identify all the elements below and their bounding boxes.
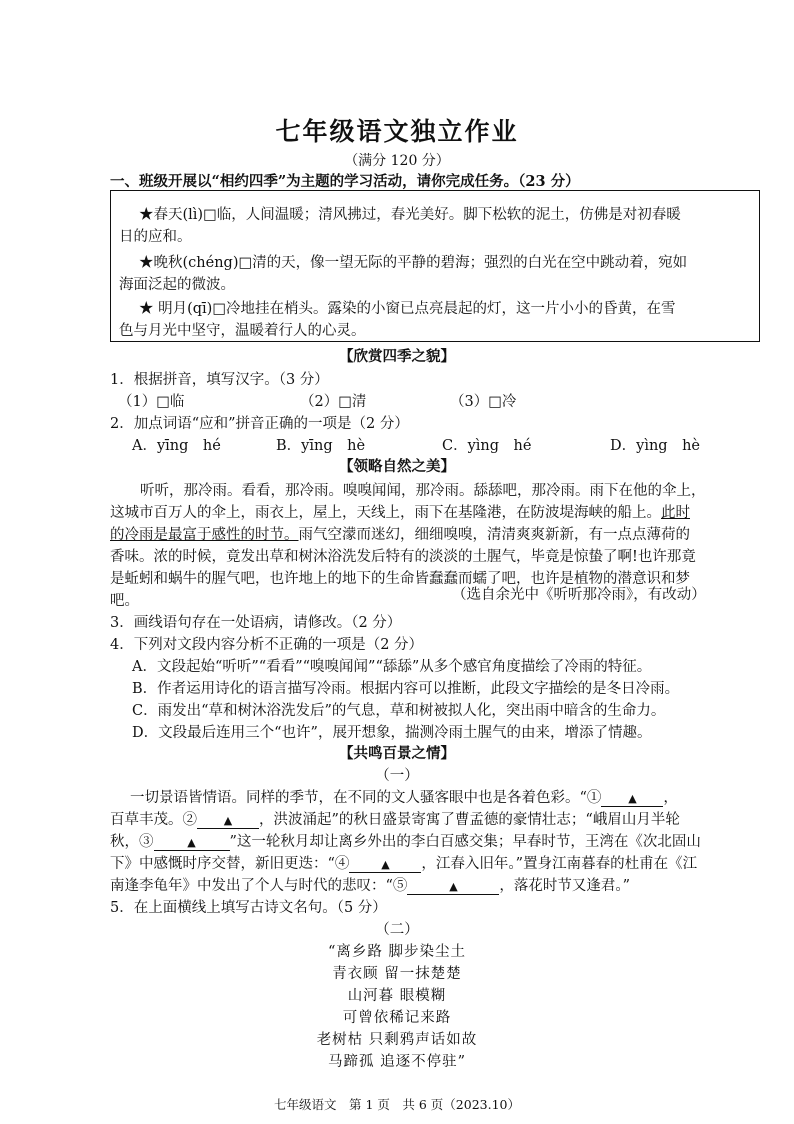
q2-option-c: C．yìng hé <box>442 438 532 454</box>
answer-blank-3[interactable] <box>154 834 230 851</box>
blank-marker: ▲ <box>449 880 458 893</box>
poem-line: 山河暮 眼模糊 <box>347 988 447 1004</box>
full-score: （满分 120 分） <box>344 153 450 169</box>
blank-marker: ▲ <box>187 836 196 849</box>
page-footer: 七年级语文 第 1 页 共 6 页（2023.10） <box>274 1097 520 1112</box>
question-4: 4．下列对文段内容分析不正确的一项是（2 分） <box>110 637 424 653</box>
page-title: 七年级语文独立作业 <box>275 117 519 146</box>
fill-text: ，落花时节又逢君。” <box>499 878 631 894</box>
poem-line: 可曾依稀记来路 <box>342 1010 452 1026</box>
box-line: 日的应和。 <box>119 229 192 245</box>
section1-heading: 一、班级开展以“相约四季”为主题的学习活动，请你完成任务。（23 分） <box>110 173 580 190</box>
q1-item-3: （3）□冷 <box>450 394 517 410</box>
passage-line: 是蚯蚓和蜗牛的腥气吧，也许地上的地下的生命皆蠢蠢而蠕了吧，也许是植物的潜意识和梦 <box>110 571 690 587</box>
q2-option-b: B．yīng hè <box>276 438 366 454</box>
fill-text: 南逢李龟年》中发出了个人与时代的悲叹：“⑤ <box>110 878 408 894</box>
passage-line <box>110 501 690 522</box>
answer-blank-2[interactable] <box>197 812 259 829</box>
underlined-sentence: 的冷雨是最富于感性的时节。 <box>110 527 299 543</box>
q2-option-a: A．yīng hé <box>132 438 221 454</box>
answer-blank-5[interactable] <box>407 878 499 895</box>
fill-text: 一切景语皆情语。同样的季节，在不同的文人骚客眼中也是各着色彩。“① <box>130 790 602 806</box>
subsection-1: （一） <box>375 768 419 784</box>
box-line: 海面泛起的微波。 <box>119 277 235 293</box>
material-box <box>110 190 760 342</box>
poem-line: “离乡路 脚步染尘土 <box>327 944 467 960</box>
part-b-title: 【领略自然之美】 <box>339 458 455 475</box>
q2-option-d: D．yìng hè <box>610 438 700 454</box>
part-c-title: 【共鸣百景之情】 <box>339 745 455 762</box>
box-line: 色与月光中坚守，温暖着行人的心灵。 <box>119 323 366 339</box>
fill-text: ，洪波涌起”的秋日盛景寄寓了曹孟德的豪情壮志；“峨眉山月半轮 <box>259 812 680 828</box>
question-2: 2．加点词语“应和”拼音正确的一项是（2 分） <box>110 416 409 432</box>
fill-line <box>110 808 680 829</box>
fill-text: 下》中感慨时序交替，新旧更迭：“④ <box>110 856 350 872</box>
poem-line: 马蹄孤 追逐不停驻” <box>327 1054 467 1070</box>
passage-text: 这城市百万人的伞上，雨衣上，屋上，天线上，雨下在基隆港，在防波堤海峡的船上。 <box>110 505 661 521</box>
q4-option-b: B．作者运用诗化的语言描写冷雨。根据内容可以推断，此段文字描绘的是冬日冷雨。 <box>132 681 680 697</box>
question-5: 5．在上面横线上填写古诗文名句。（5 分） <box>110 900 387 916</box>
passage-text: 雨气空濛而迷幻，细细嗅嗅，清清爽爽新新，有一点点薄荷的 <box>298 527 690 543</box>
q4-option-a: A．文段起始“听听”“看看”“嗅嗅闻闻”“舔舔”从多个感官角度描绘了冷雨的特征。 <box>132 659 652 675</box>
poem-line: 老树枯 只剩鸦声话如故 <box>316 1032 478 1048</box>
fill-line <box>110 852 697 873</box>
q1-item-2: （2）□清 <box>300 394 367 410</box>
q4-option-c: C．雨发出“草和树沐浴洗发后”的气息，草和树被拟人化，突出雨中暗含的生命力。 <box>132 703 666 719</box>
box-line: ★春天(lì)□临，人间温暖；清风拂过，春光美好。脚下松软的泥土，仿佛是对初春暖 <box>139 207 681 223</box>
question-3: 3．画线语句存在一处语病，请修改。（2 分） <box>110 615 402 631</box>
subsection-2: （二） <box>375 922 419 938</box>
fill-text: 秋，③ <box>110 834 154 850</box>
passage-line: 吧。 <box>110 593 139 609</box>
box-line: ★ 明月(qī)□冷地挂在梢头。露染的小窗已点亮晨起的灯，这一片小小的昏黄，在雪 <box>139 301 676 317</box>
passage-line <box>110 523 690 544</box>
fill-line <box>130 786 678 807</box>
blank-marker: ▲ <box>628 792 637 805</box>
fill-line <box>110 874 630 895</box>
q1-item-1: （1）□临 <box>118 394 185 410</box>
fill-text: ，江春入旧年。”置身江南暮春的杜甫在《江 <box>421 856 698 872</box>
fill-text: ”这一轮秋月却让离乡外出的李白百感交集；早春时节，王湾在《次北固山 <box>229 834 701 850</box>
fill-text: ， <box>663 790 678 806</box>
question-1: 1．根据拼音，填写汉字。（3 分） <box>110 372 329 388</box>
q4-option-d: D．文段最后连用三个“也许”，展开想象，揣测冷雨土腥气的由来，增添了情趣。 <box>132 725 652 741</box>
blank-marker: ▲ <box>223 814 233 827</box>
fill-line <box>110 830 701 851</box>
underlined-sentence: 此时 <box>661 505 690 521</box>
passage-line: 听听，那冷雨。看看，那冷雨。嗅嗅闻闻，那冷雨。舔舔吧，那冷雨。雨下在他的伞上， <box>140 483 706 499</box>
blank-marker: ▲ <box>381 858 390 871</box>
box-line: ★晚秋(chéng)□清的天，像一望无际的平静的碧海；强烈的白光在空中跳动着，宛如 <box>139 255 688 271</box>
poem-line: 青衣顾 留一抹楚楚 <box>332 966 462 982</box>
fill-text: 百草丰茂。② <box>110 812 197 828</box>
passage-source: （选自余光中《听听那冷雨》，有改动） <box>452 587 706 603</box>
answer-blank-4[interactable] <box>349 856 421 873</box>
answer-blank-1[interactable] <box>601 790 663 807</box>
passage-line: 香味。浓的时候，竟发出草和树沐浴洗发后特有的淡淡的土腥气，毕竟是惊蛰了啊!也许那竟 <box>110 549 696 565</box>
part-a-title: 【欣赏四季之貌】 <box>339 348 455 365</box>
